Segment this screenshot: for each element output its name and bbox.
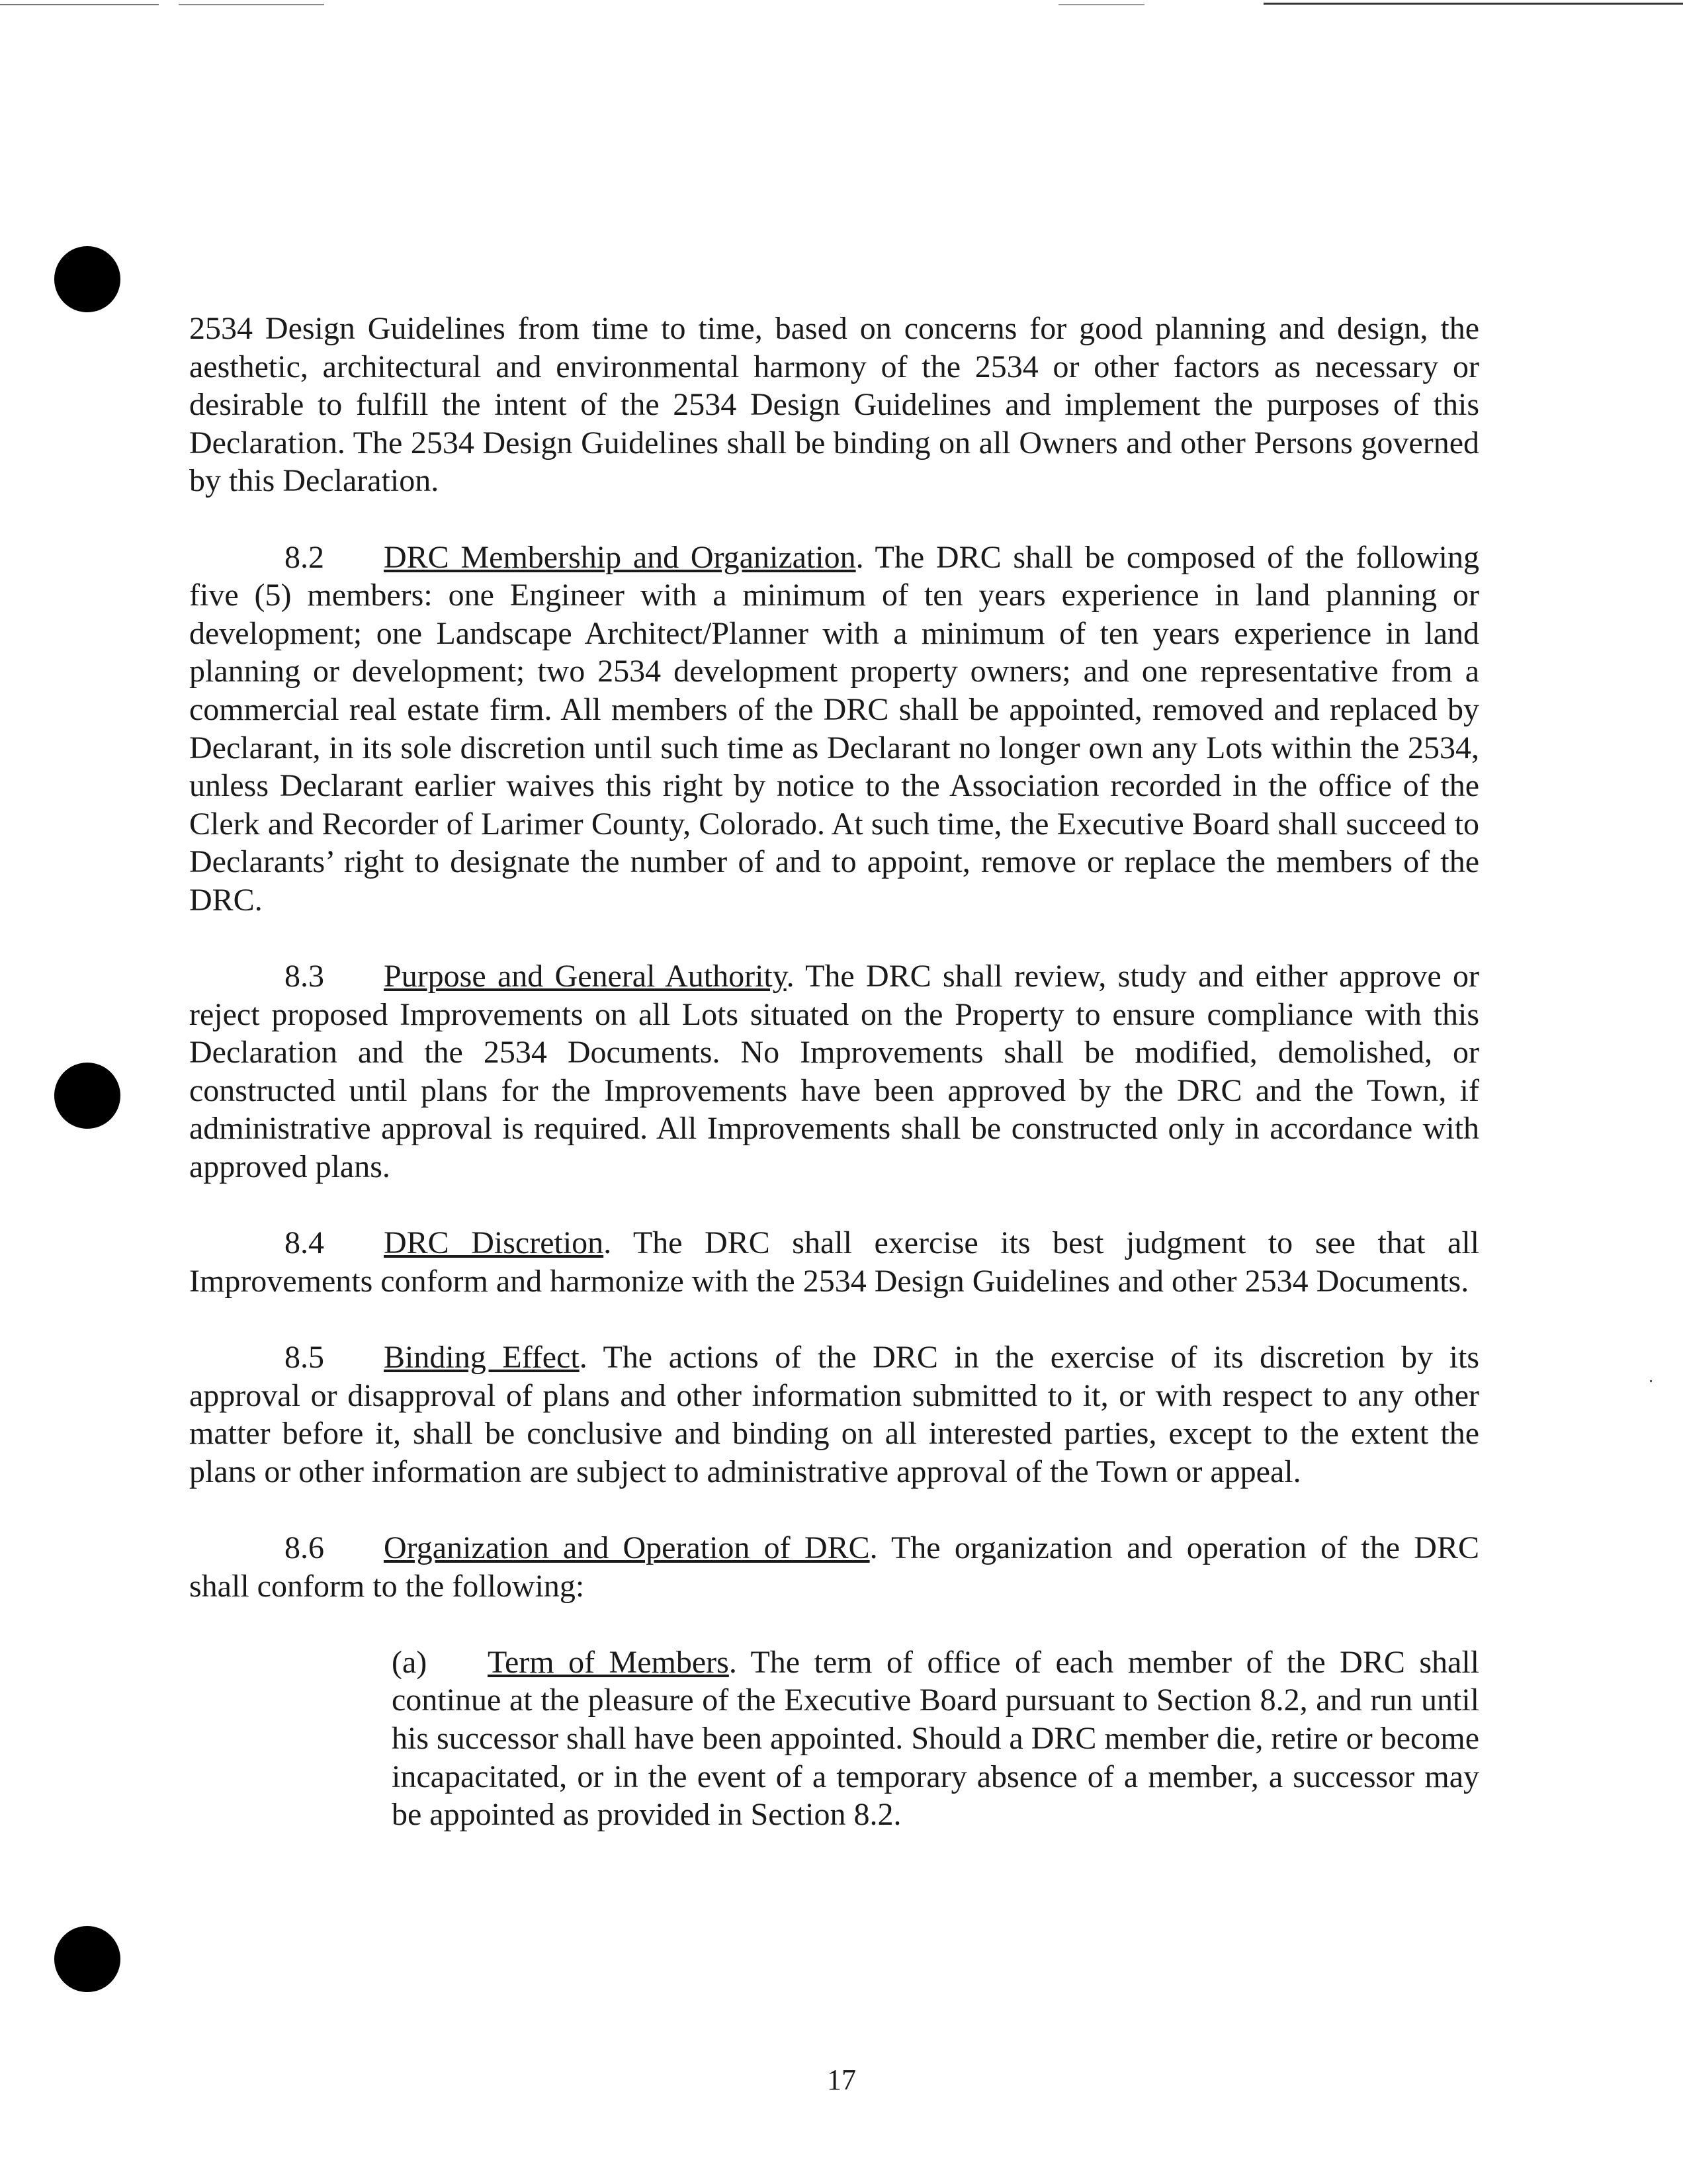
scan-speck	[1650, 1380, 1652, 1382]
section-body: . The organization and operation of the DRC shall conform to the following:	[189, 1530, 1480, 1604]
section-heading: Purpose and General Authority	[384, 959, 787, 994]
section-body: . The DRC shall exercise its best judgment to see that all Improvements conform and harmonize with the 2534 Design Guidelines and other 2534 Documents.	[189, 1225, 1480, 1299]
punch-hole-bottom	[54, 1926, 120, 1992]
subsection-body: . The term of office of each member of the DRC shall continue at the pleasure of the Executive Board pursuant to Section 8.2, and run until his successor shall have been appointed. Should a DRC member die, retire or become incapacitated, or in the event of a temporary absence of a member, a successor may be appointed as provided in Section 8.2.	[392, 1644, 1479, 1833]
section-heading: DRC Membership and Organization	[384, 539, 856, 575]
punch-hole-middle	[54, 1063, 120, 1129]
section-body: . The DRC shall review, study and either approve or reject proposed Improvements on all Lots situated on the Property to ensure compliance with this Declaration and the 2534 Documents. No Improvements shall be modified, demolished, or constructed until plans for the Improvements have been approved by the DRC and the Town, if administrative approval is required. All Improvements shall be constructed only in accordance with approved plans.	[189, 959, 1480, 1185]
section-number: 8.4	[284, 1225, 324, 1261]
section-8-5	[189, 1338, 1479, 1491]
subsection-label: (a)	[392, 1644, 427, 1680]
section-8-3	[189, 957, 1479, 1186]
section-number: 8.3	[284, 959, 324, 994]
section-8-4	[189, 1224, 1479, 1300]
section-body: . The DRC shall be composed of the following five (5) members: one Engineer with a minimum of ten years experience in land planning or development; one Landscape Architect/Planner with a minimum of ten years experience in land planning or development; two 2534 development property owners; and one representative from a commercial real estate firm. All members of the DRC shall be appointed, removed and replaced by Declarant, in its sole discretion until such time as Declarant no longer own any Lots within the 2534, unless Declarant earlier waives this right by notice to the Association recorded in the office of the Clerk and Recorder of Larimer County, Colorado. At such time, the Executive Board shall succeed to Declarants’ right to designate the number of and to appoint, remove or replace the members of the DRC.	[189, 539, 1479, 918]
scan-edge-line	[1058, 4, 1144, 5]
subsection-heading: Term of Members	[488, 1644, 729, 1680]
document-body	[189, 310, 1479, 1834]
opening-paragraph: 2534 Design Guidelines from time to time, based on concerns for good planning and design, the aesthetic, architectural and environmental harmony of the 2534 or other factors as necessary or desirable to fulfill the intent of the 2534 Design Guidelines and implement the purposes of this Declaration. The 2534 Design Guidelines shall be binding on all Owners and other Persons governed by this Declaration.	[189, 311, 1479, 499]
section-body: . The actions of the DRC in the exercise of its discretion by its approval or disapproval of plans and other information submitted to it, or with respect to any other matter before it, shall be conclusive and binding on all interested parties, except to the extent the plans or other information are subject to administrative approval of the Town or appeal.	[189, 1340, 1480, 1489]
section-number: 8.5	[284, 1340, 324, 1376]
scan-edge-line	[0, 4, 159, 5]
punch-hole-top	[54, 246, 120, 312]
scan-edge-line	[179, 4, 324, 5]
page-number: 17	[827, 2064, 856, 2096]
section-number: 8.2	[284, 539, 324, 575]
section-heading: Binding Effect	[384, 1340, 580, 1376]
section-8-2	[189, 539, 1479, 920]
section-heading: Organization and Operation of DRC	[384, 1530, 870, 1565]
subsection-a	[189, 1643, 1479, 1834]
section-8-6	[189, 1529, 1479, 1605]
section-number: 8.6	[284, 1530, 324, 1565]
scan-edge-line	[1264, 3, 1683, 5]
section-heading: DRC Discretion	[384, 1225, 604, 1261]
